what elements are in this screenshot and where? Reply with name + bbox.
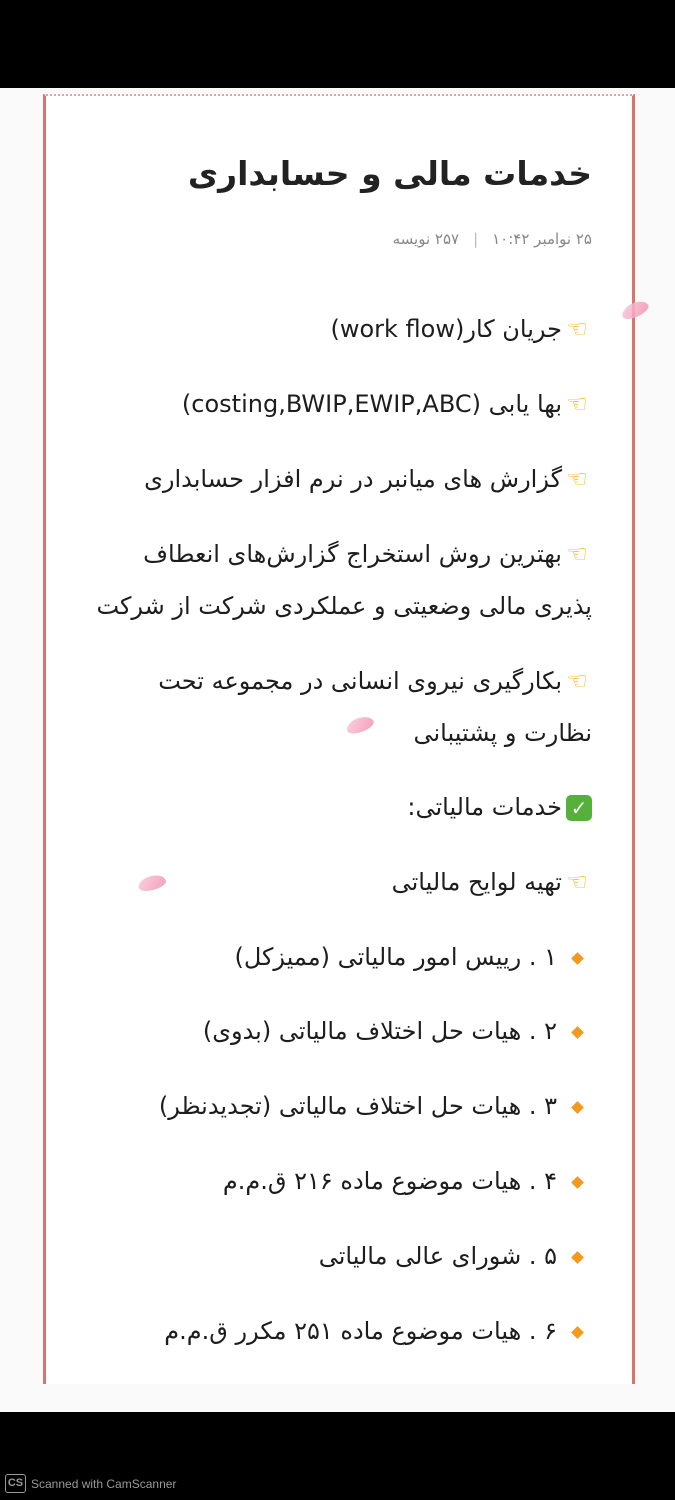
numbered-item	[234, 944, 582, 970]
numbered-item	[164, 1318, 582, 1344]
numbered-item-text: ۶ . هیات موضوع ماده ۲۵۱ مکرر ق.م.م	[164, 1317, 557, 1345]
pointing-hand-icon: ☜	[566, 868, 588, 896]
note-char-count: ۲۵۷ نویسه	[392, 230, 460, 248]
numbered-item	[223, 1168, 582, 1194]
numbered-item-text: ۴ . هیات موضوع ماده ۲۱۶ ق.م.م	[222, 1167, 557, 1195]
item-text: بکارگیری نیروی انسانی در مجموعه تحت	[158, 667, 562, 695]
scan-watermark-text: Scanned with CamScanner	[31, 1476, 177, 1491]
note-meta	[393, 230, 592, 248]
diamond-bullet-icon	[571, 1326, 584, 1339]
pointing-hand-icon: ☜	[566, 465, 588, 493]
diamond-bullet-icon	[571, 952, 584, 965]
pointing-hand-icon: ☜	[566, 390, 588, 418]
item-text: نظارت و پشتیبانی	[413, 719, 592, 747]
note-card	[43, 94, 635, 1384]
numbered-item-text: ۳ . هیات حل اختلاف مالیاتی (تجدیدنظر)	[158, 1092, 557, 1120]
numbered-item-text: ۲ . هیات حل اختلاف مالیاتی (بدوی)	[202, 1017, 557, 1045]
item-text: پذیری مالی وضعیتی و عملکردی شرکت از شرکت	[96, 592, 592, 620]
list-item	[158, 668, 592, 694]
diamond-bullet-icon	[571, 1026, 584, 1039]
list-item	[330, 316, 592, 342]
list-item	[143, 541, 592, 567]
pointing-hand-icon: ☜	[566, 540, 588, 568]
list-item	[392, 869, 592, 895]
pointing-hand-icon: ☜	[566, 667, 588, 695]
petal-decoration-icon	[137, 873, 168, 894]
item-text: جریان کار(work flow)	[330, 315, 562, 343]
note-date: ۲۵ نوامبر ۱۰:۴۲	[492, 230, 592, 248]
pointing-hand-icon: ☜	[566, 315, 588, 343]
petal-decoration-icon	[344, 714, 375, 737]
numbered-item	[203, 1018, 582, 1044]
diamond-bullet-icon	[571, 1176, 584, 1189]
petal-decoration-icon	[619, 298, 650, 323]
check-icon: ✓	[566, 795, 592, 821]
numbered-item	[159, 1093, 582, 1119]
meta-divider: |	[473, 230, 479, 248]
list-item-continuation	[96, 593, 592, 619]
item-text: گزارش های میانبر در نرم افزار حسابداری	[144, 465, 562, 493]
diamond-bullet-icon	[571, 1251, 584, 1264]
list-item	[144, 466, 592, 492]
numbered-item-text: ۱ . رییس امور مالیاتی (ممیزکل)	[234, 943, 557, 971]
diamond-bullet-icon	[571, 1101, 584, 1114]
list-item-continuation	[413, 720, 592, 746]
scan-watermark	[5, 1474, 176, 1493]
item-text: تهیه لوایح مالیاتی	[391, 868, 562, 896]
section-heading	[407, 794, 592, 821]
numbered-item	[319, 1243, 582, 1269]
camscanner-logo-icon: CS	[5, 1474, 26, 1493]
scanned-page	[0, 88, 675, 1491]
item-text: بها یابی (costing,BWIP,EWIP,ABC)	[181, 390, 562, 418]
note-title: خدمات مالی و حسابداری	[187, 154, 592, 193]
numbered-item-text: ۵ . شورای عالی مالیاتی	[318, 1242, 557, 1270]
list-item	[182, 391, 592, 417]
item-text: خدمات مالیاتی:	[407, 793, 562, 821]
item-text: بهترین روش استخراج گزارش‌های انعطاف	[143, 540, 562, 568]
